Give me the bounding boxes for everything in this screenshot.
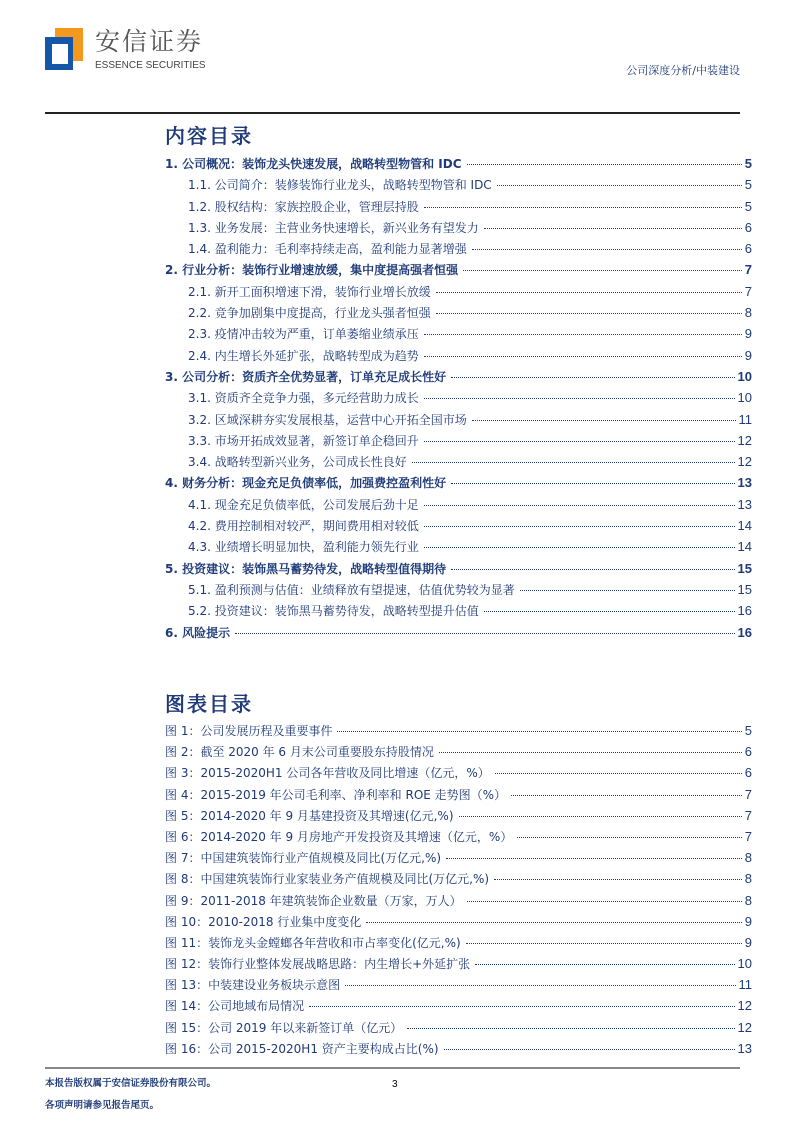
entry-page: 16: [737, 603, 752, 619]
toc-entry[interactable]: [165, 451, 752, 472]
dot-leader: [436, 292, 742, 293]
entry-title: 图 13：中装建设业务板块示意图: [165, 978, 341, 993]
dot-leader: [494, 879, 742, 880]
entry-page: 8: [744, 850, 752, 866]
dot-leader: [366, 922, 741, 923]
entry-title: 1.3. 业务发展：主营业务快速增长，新兴业务有望发力: [188, 220, 479, 235]
figure-entry[interactable]: [165, 974, 752, 995]
entry-page: 7: [744, 786, 752, 802]
entry-page: 10: [737, 368, 752, 384]
dot-leader: [444, 1049, 735, 1050]
entry-page: 16: [737, 624, 752, 640]
entry-page: 5: [744, 723, 752, 738]
figure-entry[interactable]: [165, 784, 752, 805]
toc-entry[interactable]: [165, 174, 752, 195]
dot-leader: [511, 795, 742, 796]
entry-page: 9: [744, 347, 752, 363]
dot-leader: [424, 547, 735, 548]
entry-page: 8: [744, 892, 752, 908]
toc-entry[interactable]: [165, 217, 752, 238]
dot-leader: [466, 943, 742, 944]
list-of-figures: [165, 720, 752, 1059]
entry-page: 14: [737, 518, 752, 534]
entry-title: 图 14：公司地域布局情况: [165, 999, 305, 1014]
entry-page: 10: [737, 390, 752, 406]
entry-page: 12: [737, 432, 752, 448]
entry-page: 7: [744, 807, 752, 823]
figure-entry[interactable]: [165, 805, 752, 826]
dot-leader: [517, 837, 741, 838]
entry-title: 5.1. 盈利预测与估值：业绩释放有望提速，估值优势较为显著: [188, 582, 515, 597]
dot-leader: [424, 398, 735, 399]
dot-leader: [412, 462, 735, 463]
entry-page: 13: [737, 1040, 752, 1056]
entry-page: 11: [738, 977, 752, 993]
entry-title: 3.1. 资质齐全竞争力强，多元经营助力成长: [188, 391, 419, 406]
dot-leader: [424, 207, 742, 208]
toc-entry[interactable]: [165, 259, 752, 280]
entry-title: 4.1. 现金充足负债率低，公司发展后劲十足: [188, 497, 419, 512]
entry-title: 2.1. 新开工面积增速下滑，装饰行业增长放缓: [188, 284, 431, 299]
toc-entry[interactable]: [165, 579, 752, 600]
figure-entry[interactable]: [165, 890, 752, 911]
entry-page: 7: [744, 283, 752, 299]
entry-title: 图 8：中国建筑装饰行业家装业务产值规模及同比(万亿元,%): [165, 872, 490, 887]
toc-entry[interactable]: [165, 366, 752, 387]
entry-title: 图 6：2014-2020 年 9 月房地产开发投资及其增速（亿元，%）: [165, 829, 513, 844]
dot-leader: [484, 611, 735, 612]
figure-entry[interactable]: [165, 762, 752, 783]
entry-title: 图 10：2010-2018 行业集中度变化: [165, 914, 362, 929]
figure-entry[interactable]: [165, 868, 752, 889]
entry-page: 7: [744, 262, 752, 278]
entry-page: 15: [737, 560, 752, 576]
entry-title: 图 11：装饰龙头金螳螂各年营收和市占率变化(亿元,%): [165, 935, 461, 950]
entry-title: 图 15：公司 2019 年以来新签订单（亿元）: [165, 1020, 403, 1035]
dot-leader: [451, 569, 734, 570]
dot-leader: [467, 164, 742, 165]
dot-leader: [484, 228, 742, 229]
entry-title: 2.3. 疫情冲击较为严重，订单萎缩业绩承压: [188, 327, 419, 342]
page-number: 3: [392, 1079, 398, 1090]
entry-page: 15: [737, 581, 752, 597]
entry-title: 2. 行业分析：装饰行业增速放缓，集中度提高强者恒强: [165, 263, 459, 278]
entry-title: 3.2. 区域深耕夯实发展根基，运营中心开拓全国市场: [188, 412, 467, 427]
dot-leader: [337, 731, 741, 732]
dot-leader: [463, 270, 742, 271]
entry-title: 4. 财务分析：现金充足负债率低，加强费控盈利性好: [165, 476, 447, 491]
dot-leader: [424, 441, 735, 442]
toc-entry[interactable]: [165, 281, 752, 302]
dot-leader: [424, 526, 735, 527]
toc-entry[interactable]: [165, 494, 752, 515]
table-of-contents: [165, 153, 752, 643]
figure-entry[interactable]: [165, 826, 752, 847]
dot-leader: [451, 483, 734, 484]
entry-page: 7: [744, 828, 752, 844]
entry-page: 11: [738, 411, 752, 427]
dot-leader: [467, 901, 742, 902]
toc-entry[interactable]: [165, 323, 752, 344]
dot-leader: [497, 185, 742, 186]
entry-title: 图 4：2015-2019 年公司毛利率、净利率和 ROE 走势图（%）: [165, 787, 507, 802]
toc-entry[interactable]: [165, 302, 752, 323]
dot-leader: [446, 858, 742, 859]
dot-leader: [475, 964, 734, 965]
toc-entry[interactable]: [165, 409, 752, 430]
dot-leader: [451, 377, 734, 378]
entry-title: 1.1. 公司简介：装修装饰行业龙头，战略转型物管和 IDC: [188, 178, 492, 193]
figures-title: 图表目录: [165, 692, 253, 716]
dot-leader: [424, 505, 735, 506]
entry-title: 图 9：2011-2018 年建筑装饰企业数量（万家，万人）: [165, 893, 462, 908]
figure-entry[interactable]: [165, 911, 752, 932]
dot-leader: [436, 313, 742, 314]
toc-entry[interactable]: [165, 558, 752, 579]
entry-title: 3. 公司分析：资质齐全优势显著，订单充足成长性好: [165, 369, 447, 384]
entry-title: 2.4. 内生增长外延扩张，战略转型成为趋势: [188, 348, 419, 363]
figure-entry[interactable]: [165, 720, 752, 741]
figure-entry[interactable]: [165, 953, 752, 974]
entry-title: 图 3：2015-2020H1 公司各年营收及同比增速（亿元，%）: [165, 766, 490, 781]
figure-entry[interactable]: [165, 932, 752, 953]
dot-leader: [407, 1028, 734, 1029]
dot-leader: [459, 816, 742, 817]
toc-entry[interactable]: [165, 515, 752, 536]
figure-entry[interactable]: [165, 741, 752, 762]
entry-page: 6: [744, 765, 752, 781]
dot-leader: [309, 1006, 734, 1007]
toc-entry[interactable]: [165, 430, 752, 451]
toc-entry[interactable]: [165, 345, 752, 366]
entry-title: 2.2. 竞争加剧集中度提高，行业龙头强者恒强: [188, 306, 431, 321]
entry-page: 13: [737, 475, 752, 491]
entry-page: 5: [744, 198, 752, 214]
toc-entry[interactable]: [165, 238, 752, 259]
entry-page: 9: [744, 326, 752, 342]
toc-entry[interactable]: [165, 196, 752, 217]
entry-page: 9: [744, 913, 752, 929]
dot-leader: [345, 985, 735, 986]
toc-entry[interactable]: [165, 153, 752, 174]
dot-leader: [439, 752, 742, 753]
entry-title: 1. 公司概况：装饰龙头快速发展，战略转型物管和 IDC: [165, 157, 462, 171]
dot-leader: [495, 773, 742, 774]
entry-title: 4.3. 业绩增长明显加快，盈利能力领先行业: [188, 540, 419, 555]
toc-entry[interactable]: [165, 536, 752, 557]
disclaimer-notice: 各项声明请参见报告尾页。: [45, 1100, 160, 1111]
figure-entry[interactable]: [165, 1017, 752, 1038]
copyright-notice: 本报告版权属于安信证券股份有限公司。: [45, 1078, 217, 1089]
entry-page: 10: [737, 956, 752, 972]
toc-title: 内容目录: [165, 124, 253, 148]
entry-page: 6: [744, 744, 752, 760]
entry-title: 3.4. 战略转型新兴业务，公司成长性良好: [188, 455, 407, 470]
entry-page: 5: [744, 177, 752, 193]
entry-page: 8: [744, 871, 752, 887]
entry-title: 1.2. 股权结构：家族控股企业，管理层持股: [188, 199, 419, 214]
entry-title: 5.2. 投资建议：装饰黑马蓄势待发，战略转型提升估值: [188, 604, 479, 619]
figure-entry[interactable]: [165, 1038, 752, 1059]
entry-title: 6. 风险提示: [165, 625, 231, 640]
essence-logo: [45, 28, 83, 70]
entry-page: 12: [737, 1019, 752, 1035]
dot-leader: [472, 420, 736, 421]
entry-title: 图 1：公司发展历程及重要事件: [165, 724, 333, 738]
brand-name-en: ESSENCE SECURITIES: [95, 60, 206, 71]
entry-page: 13: [737, 496, 752, 512]
brand-name-cn: 安信证券: [95, 27, 204, 56]
entry-title: 4.2. 费用控制相对较严，期间费用相对较低: [188, 519, 419, 534]
toc-entry[interactable]: [165, 472, 752, 493]
figure-entry[interactable]: [165, 847, 752, 868]
toc-entry[interactable]: [165, 600, 752, 621]
entry-page: 14: [737, 539, 752, 555]
entry-page: 8: [744, 305, 752, 321]
entry-title: 1.4. 盈利能力：毛利率持续走高，盈利能力显著增强: [188, 242, 467, 257]
toc-entry[interactable]: [165, 622, 752, 643]
entry-page: 6: [744, 219, 752, 235]
footer-divider: [45, 1067, 740, 1069]
entry-page: 5: [744, 156, 752, 171]
entry-title: 图 5：2014-2020 年 9 月基建投资及其增速(亿元,%): [165, 808, 454, 823]
entry-page: 9: [744, 934, 752, 950]
dot-leader: [424, 356, 742, 357]
dot-leader: [520, 590, 735, 591]
toc-entry[interactable]: [165, 387, 752, 408]
header-divider: [45, 112, 740, 114]
entry-title: 图 16：公司 2015-2020H1 资产主要构成占比(%): [165, 1041, 439, 1056]
entry-page: 12: [737, 454, 752, 470]
dot-leader: [235, 633, 734, 634]
entry-page: 6: [744, 241, 752, 257]
entry-title: 图 7：中国建筑装饰行业产值规模及同比(万亿元,%): [165, 851, 442, 866]
dot-leader: [424, 334, 742, 335]
entry-title: 5. 投资建议：装饰黑马蓄势待发，战略转型值得期待: [165, 561, 447, 576]
entry-page: 12: [737, 998, 752, 1014]
document-type: 公司深度分析/中装建设: [626, 64, 740, 77]
entry-title: 图 2：截至 2020 年 6 月末公司重要股东持股情况: [165, 745, 434, 760]
entry-title: 图 12：装饰行业整体发展战略思路：内生增长+外延扩张: [165, 957, 471, 972]
dot-leader: [472, 249, 742, 250]
figure-entry[interactable]: [165, 995, 752, 1016]
entry-title: 3.3. 市场开拓成效显著，新签订单企稳回升: [188, 433, 419, 448]
